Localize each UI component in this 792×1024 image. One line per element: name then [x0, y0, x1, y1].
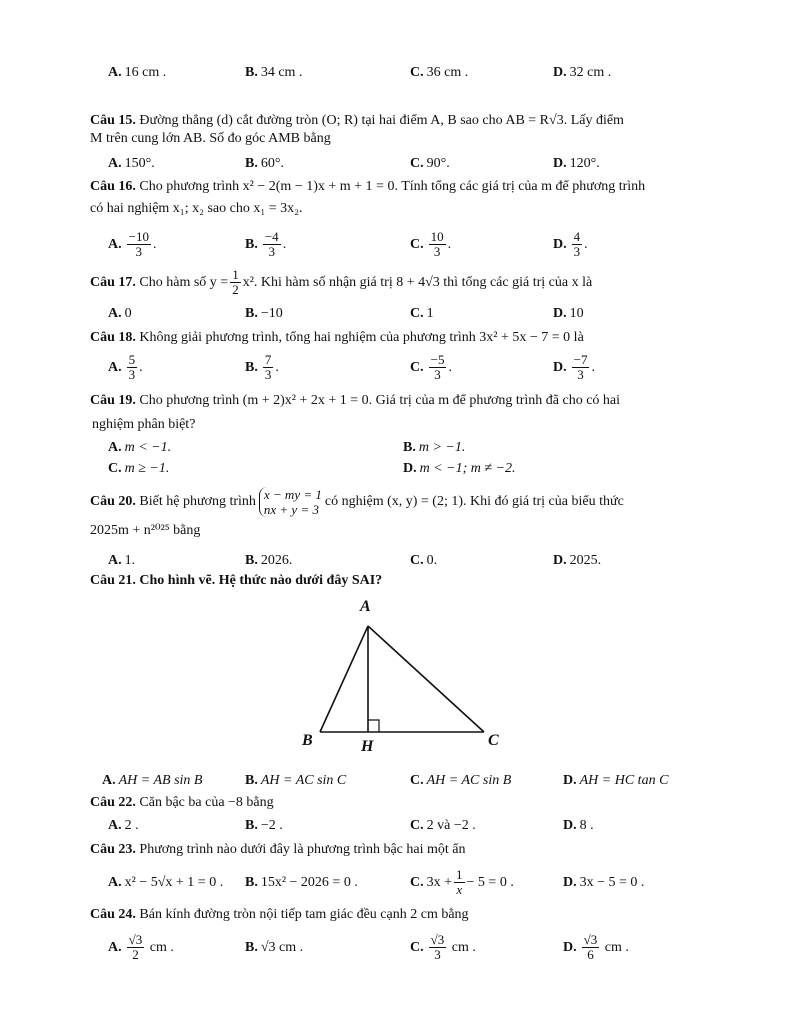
option-c[interactable]: C. $\frac{√3}{3}$ cm .: [410, 932, 476, 963]
option-c[interactable]: C. 36 cm .: [410, 65, 469, 80]
option-b[interactable]: B. −2 .: [245, 818, 283, 833]
option-b[interactable]: B. 2026.: [245, 553, 293, 568]
question-text: có hai nghiệm x₁; x₂ sao cho x₁ = 3x₂.: [90, 201, 303, 216]
question-text: Căn bậc ba của −8 bằng: [139, 795, 274, 810]
option-b[interactable]: B. $\frac{-4}{3}$ .: [245, 229, 287, 260]
option-c[interactable]: C. 2 và −2 .: [410, 818, 476, 833]
option-c[interactable]: C. 1: [410, 306, 434, 321]
question-text: x². Khi hàm số nhận giá trị 8 + 4√3 thì tổng các giá trị của x là: [242, 275, 593, 290]
question-number: Câu 22.: [90, 795, 136, 810]
question-number: Câu 17.: [90, 275, 136, 290]
option-d[interactable]: D. m < −1; m ≠ −2.: [403, 461, 516, 476]
question-text: M trên cung lớn AB. Số đo góc AMB bằng: [90, 131, 331, 146]
question-20: [90, 484, 720, 540]
option-d[interactable]: D. 8 .: [563, 818, 594, 833]
option-c[interactable]: C. m ≥ −1.: [108, 461, 170, 476]
triangle-figure: [300, 598, 520, 762]
option-a[interactable]: A. 1.: [108, 553, 136, 568]
option-d[interactable]: D. $\frac{4}{3}$ .: [553, 229, 588, 260]
question-text: Không giải phương trình, tổng hai nghiệm của phương trình 3x² + 5x − 7 = 0 là: [139, 330, 584, 345]
question-number: Câu 19.: [90, 393, 136, 408]
question-text: Cho hàm số y =: [139, 275, 229, 290]
option-d[interactable]: D. 120°.: [553, 156, 600, 171]
question-18: [90, 329, 720, 347]
option-d[interactable]: D. 2025.: [553, 553, 602, 568]
option-b[interactable]: B. √3 cm .: [245, 940, 304, 955]
option-a[interactable]: A. 16 cm .: [108, 65, 167, 80]
option-d[interactable]: D. 10: [553, 306, 584, 321]
option-a[interactable]: A. AH = AB sin B: [102, 773, 203, 788]
question-text: nghiệm phân biệt?: [92, 417, 196, 432]
option-d[interactable]: D. AH = HC tan C: [563, 773, 669, 788]
option-a[interactable]: A. 150°.: [108, 156, 155, 171]
option-b[interactable]: B. 34 cm .: [245, 65, 303, 80]
option-a[interactable]: A. $\frac{5}{3}$ .: [108, 352, 143, 383]
option-c[interactable]: C. 90°.: [410, 156, 450, 171]
question-text: 2025m + n²⁰²⁵ bằng: [90, 523, 201, 538]
question-text: Đường thẳng (d) cắt đường tròn (O; R) tại hai điểm A, B sao cho AB = R√3. Lấy điểm: [139, 113, 624, 128]
option-b[interactable]: B. m > −1.: [403, 440, 466, 455]
option-a[interactable]: A. m < −1.: [108, 440, 172, 455]
option-b[interactable]: B. −10: [245, 306, 283, 321]
label-b: B: [302, 732, 313, 749]
question-19: [90, 392, 720, 434]
option-a[interactable]: A. $\frac{√3}{2}$ cm .: [108, 932, 174, 963]
equation-system: x − my = 1 nx + y = 3: [259, 487, 322, 517]
option-d[interactable]: D. $\frac{√3}{6}$ cm .: [563, 932, 629, 963]
option-d[interactable]: D. $\frac{-7}{3}$ .: [553, 352, 595, 383]
question-number: Câu 21.: [90, 573, 136, 588]
option-b[interactable]: B. 60°.: [245, 156, 284, 171]
right-angle-mark: [368, 720, 379, 732]
option-a[interactable]: A. x² − 5√x + 1 = 0 .: [108, 875, 224, 890]
question-21: [90, 572, 720, 590]
question-23: [90, 841, 720, 859]
question-16: [90, 178, 720, 218]
question-24: [90, 906, 720, 924]
triangle-diagram: [300, 598, 520, 762]
option-a[interactable]: A. 0: [108, 306, 132, 321]
question-text: có nghiệm (x, y) = (2; 1). Khi đó giá trị của biểu thức: [324, 494, 624, 509]
question-22: [90, 794, 720, 812]
segment-ac: [368, 626, 484, 732]
question-text: Cho hình vẽ. Hệ thức nào dưới đây SAI?: [139, 573, 383, 588]
question-15: [90, 112, 720, 148]
question-number: Câu 16.: [90, 179, 136, 194]
option-c[interactable]: C. $\frac{10}{3}$ .: [410, 229, 452, 260]
option-b[interactable]: B. $\frac{7}{3}$ .: [245, 352, 279, 383]
option-c[interactable]: C. 3x + $\frac{1}{x}$ − 5 = 0 .: [410, 867, 514, 898]
question-text: Cho phương trình x² − 2(m − 1)x + m + 1 = 0. Tính tổng các giá trị của m để phương trình: [139, 179, 646, 194]
question-text: Cho phương trình (m + 2)x² + 2x + 1 = 0. Giá trị của m để phương trình đã cho có hai: [139, 393, 621, 408]
label-h: H: [361, 738, 374, 755]
option-c[interactable]: C. AH = AC sin B: [410, 773, 512, 788]
question-number: Câu 23.: [90, 842, 136, 857]
question-text: Bán kính đường tròn nội tiếp tam giác đều cạnh 2 cm bằng: [139, 907, 469, 922]
question-number: Câu 20.: [90, 494, 136, 509]
option-c[interactable]: C. $\frac{-5}{3}$ .: [410, 352, 452, 383]
segment-ab: [320, 626, 368, 732]
label-c: C: [488, 732, 499, 749]
question-number: Câu 18.: [90, 330, 136, 345]
option-b[interactable]: B. 15x² − 2026 = 0 .: [245, 875, 358, 890]
option-a[interactable]: A. $\frac{-10}{3}$ .: [108, 229, 157, 260]
option-d[interactable]: D. 3x − 5 = 0 .: [563, 875, 645, 890]
question-number: Câu 15.: [90, 113, 136, 128]
question-number: Câu 24.: [90, 907, 136, 922]
label-a: A: [360, 598, 371, 615]
option-a[interactable]: A. 2 .: [108, 818, 139, 833]
question-17: Câu 17. Cho hàm số y = $\frac{1}{2}$ x². Khi hàm số nhận giá trị 8 + 4√3 thì tổng các giá trị của x là: [90, 267, 593, 298]
option-d[interactable]: D. 32 cm .: [553, 65, 612, 80]
option-b[interactable]: B. AH = AC sin C: [245, 773, 347, 788]
option-c[interactable]: C. 0.: [410, 553, 438, 568]
question-text: Biết hệ phương trình: [139, 494, 256, 509]
question-text: Phương trình nào dưới đây là phương trình bậc hai một ẩn: [139, 842, 466, 857]
